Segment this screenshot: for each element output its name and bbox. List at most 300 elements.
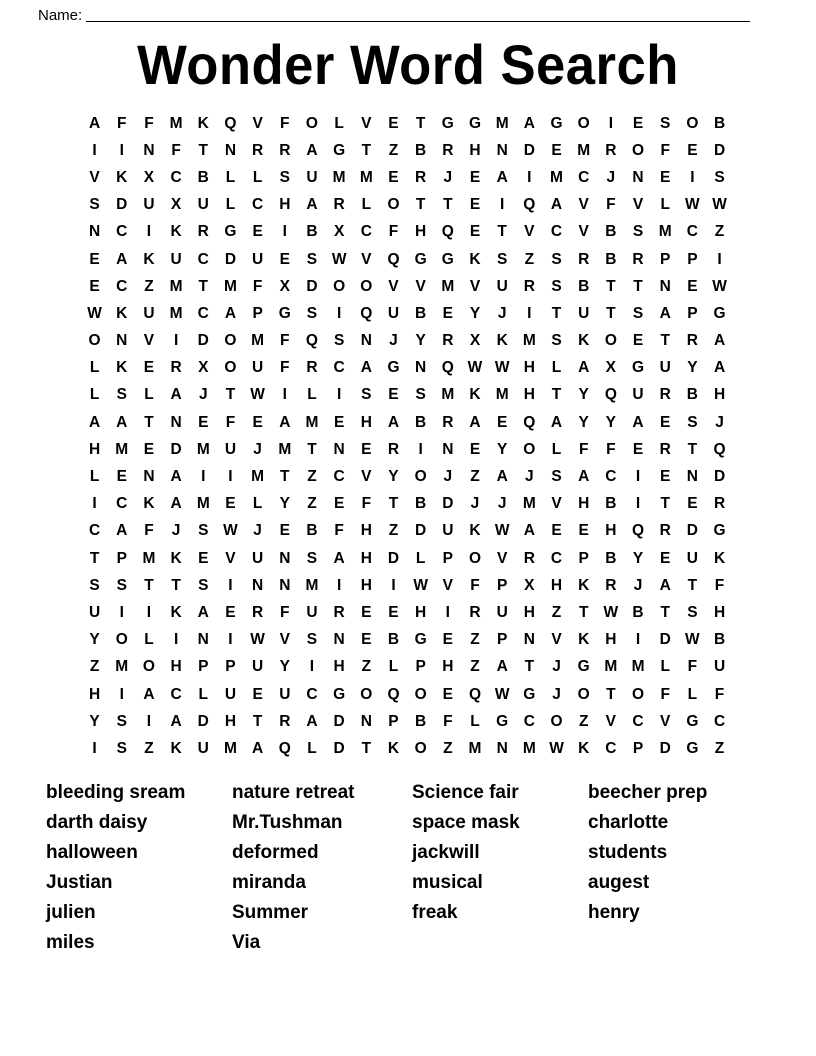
grid-cell[interactable]: K bbox=[578, 739, 590, 757]
grid-cell[interactable]: O bbox=[305, 114, 318, 132]
grid-cell[interactable]: F bbox=[388, 223, 399, 241]
grid-cell[interactable]: E bbox=[632, 332, 644, 350]
grid-cell[interactable]: V bbox=[442, 576, 453, 594]
word-list-item[interactable]: Summer bbox=[232, 902, 309, 923]
grid-cell[interactable]: R bbox=[442, 332, 454, 350]
grid-cell[interactable]: D bbox=[442, 495, 454, 513]
grid-cell[interactable]: A bbox=[523, 522, 535, 540]
word-list-item[interactable]: julien bbox=[46, 902, 96, 923]
grid-cell[interactable]: E bbox=[388, 168, 399, 186]
grid-cell[interactable]: S bbox=[660, 114, 671, 132]
name-input-blank[interactable] bbox=[86, 7, 750, 22]
grid-cell[interactable]: C bbox=[333, 359, 345, 377]
grid-cell[interactable]: C bbox=[197, 250, 209, 268]
grid-cell[interactable]: T bbox=[415, 114, 426, 132]
grid-cell[interactable]: X bbox=[198, 359, 209, 377]
grid-cell[interactable]: M bbox=[359, 168, 373, 186]
grid-cell[interactable]: A bbox=[360, 359, 372, 377]
grid-cell[interactable]: F bbox=[714, 685, 725, 703]
grid-cell[interactable]: I bbox=[119, 685, 124, 703]
grid-cell[interactable]: D bbox=[170, 440, 182, 458]
grid-cell[interactable]: F bbox=[470, 576, 480, 594]
grid-cell[interactable]: H bbox=[415, 223, 427, 241]
grid-cell[interactable]: I bbox=[282, 223, 287, 241]
grid-cell[interactable]: T bbox=[660, 495, 670, 513]
grid-cell[interactable]: U bbox=[224, 440, 237, 458]
grid-cell[interactable]: P bbox=[687, 250, 698, 268]
grid-cell[interactable]: G bbox=[577, 658, 590, 676]
grid-cell[interactable]: I bbox=[418, 440, 423, 458]
grid-cell[interactable]: O bbox=[631, 685, 645, 703]
grid-cell[interactable]: T bbox=[660, 603, 670, 621]
grid-cell[interactable]: M bbox=[278, 440, 292, 458]
grid-cell[interactable]: F bbox=[660, 141, 670, 159]
grid-cell[interactable]: M bbox=[495, 386, 509, 404]
grid-cell[interactable]: A bbox=[550, 196, 563, 214]
grid-cell[interactable]: R bbox=[252, 141, 264, 159]
grid-cell[interactable]: M bbox=[251, 468, 265, 486]
grid-cell[interactable]: H bbox=[713, 603, 726, 621]
grid-cell[interactable]: B bbox=[415, 712, 427, 730]
grid-cell[interactable]: R bbox=[523, 549, 535, 567]
grid-cell[interactable]: G bbox=[387, 359, 400, 377]
grid-cell[interactable]: G bbox=[414, 250, 427, 268]
grid-cell[interactable]: S bbox=[279, 168, 290, 186]
grid-cell[interactable]: Q bbox=[631, 522, 645, 540]
grid-cell[interactable]: N bbox=[279, 549, 291, 567]
grid-cell[interactable]: H bbox=[550, 576, 563, 594]
grid-cell[interactable]: A bbox=[659, 304, 671, 322]
grid-cell[interactable]: E bbox=[361, 631, 372, 649]
grid-cell[interactable]: E bbox=[551, 141, 562, 159]
grid-cell[interactable]: L bbox=[144, 386, 154, 404]
grid-cell[interactable]: E bbox=[361, 440, 372, 458]
grid-cell[interactable]: T bbox=[524, 658, 535, 676]
grid-cell[interactable]: R bbox=[279, 712, 291, 730]
word-list-item[interactable]: Science fair bbox=[412, 782, 519, 803]
grid-cell[interactable]: W bbox=[685, 631, 700, 649]
grid-cell[interactable]: R bbox=[523, 277, 535, 295]
grid-cell[interactable]: U bbox=[88, 603, 101, 621]
grid-cell[interactable]: J bbox=[497, 304, 507, 322]
grid-cell[interactable]: O bbox=[604, 332, 617, 350]
grid-cell[interactable]: A bbox=[713, 332, 726, 350]
grid-cell[interactable]: J bbox=[198, 386, 208, 404]
grid-cell[interactable]: Y bbox=[687, 359, 698, 377]
grid-cell[interactable]: A bbox=[496, 658, 508, 676]
grid-cell[interactable]: C bbox=[550, 549, 563, 567]
grid-cell[interactable]: D bbox=[197, 712, 209, 730]
grid-cell[interactable]: V bbox=[279, 631, 290, 649]
grid-cell[interactable]: U bbox=[224, 685, 237, 703]
grid-cell[interactable]: I bbox=[119, 603, 124, 621]
grid-cell[interactable]: V bbox=[551, 631, 562, 649]
grid-cell[interactable]: E bbox=[388, 386, 399, 404]
grid-cell[interactable]: S bbox=[551, 250, 562, 268]
grid-cell[interactable]: Q bbox=[224, 114, 237, 132]
grid-cell[interactable]: U bbox=[252, 549, 264, 567]
grid-cell[interactable]: T bbox=[198, 141, 208, 159]
grid-cell[interactable]: K bbox=[170, 549, 182, 567]
grid-cell[interactable]: U bbox=[496, 603, 508, 621]
word-list-item[interactable]: charlotte bbox=[588, 812, 669, 833]
grid-cell[interactable]: Q bbox=[305, 332, 318, 350]
grid-cell[interactable]: D bbox=[713, 141, 726, 159]
grid-cell[interactable]: F bbox=[361, 495, 372, 513]
word-list-item[interactable]: henry bbox=[588, 902, 640, 923]
grid-cell[interactable]: I bbox=[92, 141, 97, 159]
grid-cell[interactable]: N bbox=[143, 141, 155, 159]
grid-cell[interactable]: E bbox=[252, 685, 263, 703]
grid-cell[interactable]: Q bbox=[713, 440, 726, 458]
grid-cell[interactable]: V bbox=[469, 277, 481, 295]
word-list-item[interactable]: halloween bbox=[46, 842, 138, 863]
grid-cell[interactable]: L bbox=[89, 359, 100, 377]
grid-cell[interactable]: G bbox=[414, 631, 427, 649]
grid-cell[interactable]: H bbox=[578, 495, 590, 513]
grid-cell[interactable]: I bbox=[146, 223, 152, 241]
grid-cell[interactable]: K bbox=[387, 739, 400, 757]
grid-cell[interactable]: V bbox=[660, 712, 671, 730]
grid-cell[interactable]: W bbox=[223, 522, 238, 540]
grid-cell[interactable]: I bbox=[336, 576, 342, 594]
grid-cell[interactable]: G bbox=[713, 522, 726, 540]
grid-cell[interactable]: V bbox=[496, 549, 508, 567]
grid-cell[interactable]: D bbox=[387, 549, 400, 567]
grid-cell[interactable]: O bbox=[88, 332, 101, 350]
grid-cell[interactable]: O bbox=[333, 277, 346, 295]
grid-cell[interactable]: I bbox=[527, 304, 532, 322]
grid-cell[interactable]: S bbox=[551, 332, 562, 350]
grid-cell[interactable]: Y bbox=[388, 468, 399, 486]
grid-cell[interactable]: C bbox=[116, 223, 128, 241]
grid-cell[interactable]: K bbox=[578, 576, 590, 594]
word-list-item[interactable]: darth daisy bbox=[46, 812, 148, 833]
grid-cell[interactable]: E bbox=[687, 495, 698, 513]
grid-cell[interactable]: U bbox=[387, 304, 400, 322]
grid-cell[interactable]: Z bbox=[470, 468, 480, 486]
grid-cell[interactable]: T bbox=[144, 413, 154, 431]
grid-cell[interactable]: L bbox=[660, 196, 670, 214]
grid-cell[interactable]: A bbox=[333, 549, 345, 567]
grid-cell[interactable]: C bbox=[197, 304, 209, 322]
grid-cell[interactable]: E bbox=[279, 522, 290, 540]
grid-cell[interactable]: P bbox=[632, 739, 644, 757]
grid-cell[interactable]: T bbox=[687, 576, 698, 594]
grid-cell[interactable]: U bbox=[442, 522, 454, 540]
grid-cell[interactable]: X bbox=[469, 332, 481, 350]
grid-cell[interactable]: T bbox=[89, 549, 100, 567]
grid-cell[interactable]: A bbox=[224, 304, 237, 322]
grid-cell[interactable]: Q bbox=[523, 413, 536, 431]
grid-cell[interactable]: A bbox=[713, 359, 726, 377]
grid-cell[interactable]: S bbox=[306, 631, 318, 649]
grid-cell[interactable]: U bbox=[252, 658, 264, 676]
grid-cell[interactable]: C bbox=[632, 712, 644, 730]
grid-cell[interactable]: I bbox=[309, 658, 315, 676]
grid-cell[interactable]: X bbox=[170, 196, 182, 214]
grid-cell[interactable]: C bbox=[605, 468, 617, 486]
grid-cell[interactable]: A bbox=[632, 413, 644, 431]
grid-cell[interactable]: O bbox=[224, 332, 237, 350]
grid-cell[interactable]: O bbox=[577, 685, 590, 703]
grid-cell[interactable]: P bbox=[496, 576, 508, 594]
grid-cell[interactable]: Z bbox=[578, 712, 589, 730]
grid-cell[interactable]: D bbox=[116, 196, 128, 214]
grid-cell[interactable]: A bbox=[578, 468, 590, 486]
grid-cell[interactable]: R bbox=[605, 141, 617, 159]
grid-cell[interactable]: T bbox=[578, 603, 589, 621]
grid-cell[interactable]: U bbox=[143, 304, 155, 322]
grid-cell[interactable]: A bbox=[496, 168, 508, 186]
grid-cell[interactable]: G bbox=[686, 712, 699, 730]
grid-cell[interactable]: N bbox=[333, 631, 345, 649]
grid-cell[interactable]: D bbox=[333, 739, 345, 757]
grid-cell[interactable]: E bbox=[252, 413, 263, 431]
grid-cell[interactable]: D bbox=[333, 712, 345, 730]
grid-cell[interactable]: S bbox=[496, 250, 508, 268]
grid-cell[interactable]: E bbox=[660, 468, 671, 486]
grid-cell[interactable]: M bbox=[658, 223, 672, 241]
grid-cell[interactable]: W bbox=[549, 739, 564, 757]
grid-cell[interactable]: N bbox=[632, 168, 644, 186]
grid-cell[interactable]: B bbox=[415, 413, 427, 431]
grid-cell[interactable]: E bbox=[333, 413, 345, 431]
grid-cell[interactable]: T bbox=[606, 685, 616, 703]
grid-cell[interactable]: U bbox=[306, 603, 318, 621]
grid-cell[interactable]: I bbox=[146, 603, 152, 621]
grid-cell[interactable]: A bbox=[170, 468, 182, 486]
grid-cell[interactable]: H bbox=[224, 712, 237, 730]
grid-cell[interactable]: Z bbox=[524, 250, 535, 268]
grid-cell[interactable]: S bbox=[687, 413, 698, 431]
grid-cell[interactable]: P bbox=[252, 304, 263, 322]
grid-cell[interactable]: N bbox=[252, 576, 264, 594]
grid-cell[interactable]: L bbox=[198, 685, 208, 703]
grid-cell[interactable]: G bbox=[686, 739, 699, 757]
grid-cell[interactable]: I bbox=[228, 576, 233, 594]
grid-cell[interactable]: C bbox=[116, 277, 128, 295]
grid-cell[interactable]: G bbox=[468, 114, 482, 132]
grid-cell[interactable]: C bbox=[578, 168, 590, 186]
grid-cell[interactable]: N bbox=[143, 468, 155, 486]
grid-cell[interactable]: I bbox=[635, 495, 641, 513]
grid-cell[interactable]: R bbox=[659, 386, 671, 404]
grid-cell[interactable]: F bbox=[578, 440, 589, 458]
grid-cell[interactable]: L bbox=[388, 658, 399, 676]
grid-cell[interactable]: O bbox=[550, 712, 563, 730]
grid-cell[interactable]: B bbox=[632, 603, 644, 621]
word-list-item[interactable]: deformed bbox=[232, 842, 319, 863]
grid-cell[interactable]: O bbox=[387, 196, 400, 214]
grid-cell[interactable]: U bbox=[659, 359, 671, 377]
grid-cell[interactable]: T bbox=[388, 495, 399, 513]
grid-cell[interactable]: D bbox=[197, 332, 209, 350]
grid-cell[interactable]: Z bbox=[307, 495, 317, 513]
grid-cell[interactable]: T bbox=[171, 576, 181, 594]
grid-cell[interactable]: M bbox=[332, 168, 346, 186]
grid-cell[interactable]: A bbox=[496, 468, 508, 486]
grid-cell[interactable]: E bbox=[279, 250, 290, 268]
grid-cell[interactable]: U bbox=[197, 196, 209, 214]
grid-cell[interactable]: A bbox=[116, 522, 128, 540]
grid-cell[interactable]: M bbox=[305, 413, 319, 431]
grid-cell[interactable]: F bbox=[225, 413, 236, 431]
grid-cell[interactable]: I bbox=[173, 631, 179, 649]
grid-cell[interactable]: R bbox=[252, 603, 264, 621]
grid-cell[interactable]: R bbox=[686, 332, 698, 350]
grid-cell[interactable]: Z bbox=[714, 223, 725, 241]
grid-cell[interactable]: M bbox=[169, 114, 183, 132]
grid-cell[interactable]: W bbox=[494, 359, 510, 377]
grid-cell[interactable]: U bbox=[632, 386, 644, 404]
grid-cell[interactable]: G bbox=[278, 304, 291, 322]
grid-cell[interactable]: F bbox=[443, 712, 453, 730]
grid-cell[interactable]: U bbox=[170, 250, 182, 268]
grid-cell[interactable]: Q bbox=[278, 739, 291, 757]
grid-cell[interactable]: D bbox=[659, 739, 671, 757]
grid-cell[interactable]: S bbox=[333, 332, 345, 350]
grid-cell[interactable]: M bbox=[441, 277, 455, 295]
grid-cell[interactable]: Y bbox=[578, 413, 589, 431]
grid-cell[interactable]: I bbox=[635, 631, 641, 649]
grid-cell[interactable]: V bbox=[225, 549, 236, 567]
grid-cell[interactable]: G bbox=[224, 223, 237, 241]
grid-cell[interactable]: Z bbox=[144, 739, 154, 757]
grid-cell[interactable]: B bbox=[605, 223, 617, 241]
grid-cell[interactable]: T bbox=[551, 386, 562, 404]
grid-cell[interactable]: L bbox=[687, 685, 698, 703]
grid-cell[interactable]: E bbox=[632, 440, 644, 458]
grid-cell[interactable]: C bbox=[605, 739, 617, 757]
grid-cell[interactable]: R bbox=[442, 141, 454, 159]
grid-cell[interactable]: H bbox=[88, 440, 101, 458]
grid-cell[interactable]: N bbox=[442, 440, 454, 458]
grid-cell[interactable]: Y bbox=[578, 386, 589, 404]
grid-cell[interactable]: B bbox=[713, 631, 726, 649]
grid-cell[interactable]: U bbox=[279, 685, 291, 703]
grid-cell[interactable]: M bbox=[468, 739, 482, 757]
grid-cell[interactable]: K bbox=[143, 495, 155, 513]
grid-cell[interactable]: C bbox=[116, 495, 128, 513]
grid-cell[interactable]: I bbox=[336, 386, 342, 404]
grid-cell[interactable]: R bbox=[659, 440, 671, 458]
grid-cell[interactable]: Q bbox=[604, 386, 617, 404]
grid-cell[interactable]: M bbox=[522, 332, 536, 350]
grid-cell[interactable]: A bbox=[279, 413, 291, 431]
grid-cell[interactable]: E bbox=[632, 114, 644, 132]
grid-cell[interactable]: Q bbox=[441, 359, 454, 377]
grid-cell[interactable]: B bbox=[686, 386, 698, 404]
grid-cell[interactable]: I bbox=[146, 712, 152, 730]
grid-cell[interactable]: L bbox=[470, 712, 480, 730]
grid-cell[interactable]: O bbox=[631, 141, 645, 159]
grid-cell[interactable]: Y bbox=[605, 413, 617, 431]
grid-cell[interactable]: V bbox=[578, 223, 589, 241]
word-list-item[interactable]: Mr.Tushman bbox=[232, 812, 343, 833]
grid-cell[interactable]: L bbox=[415, 549, 426, 567]
grid-cell[interactable]: M bbox=[196, 495, 210, 513]
grid-cell[interactable]: T bbox=[198, 277, 208, 295]
grid-cell[interactable]: K bbox=[469, 522, 481, 540]
grid-cell[interactable]: F bbox=[606, 196, 616, 214]
grid-cell[interactable]: W bbox=[712, 196, 727, 214]
grid-cell[interactable]: E bbox=[660, 549, 671, 567]
grid-cell[interactable]: L bbox=[225, 196, 236, 214]
grid-cell[interactable]: J bbox=[443, 168, 453, 186]
grid-cell[interactable]: D bbox=[415, 522, 427, 540]
grid-cell[interactable]: G bbox=[441, 114, 454, 132]
grid-cell[interactable]: F bbox=[280, 114, 290, 132]
grid-cell[interactable]: S bbox=[116, 739, 127, 757]
grid-cell[interactable]: T bbox=[415, 196, 426, 214]
grid-cell[interactable]: K bbox=[116, 304, 128, 322]
grid-cell[interactable]: R bbox=[279, 141, 291, 159]
grid-cell[interactable]: R bbox=[197, 223, 209, 241]
grid-cell[interactable]: E bbox=[660, 413, 671, 431]
grid-cell[interactable]: Q bbox=[387, 685, 400, 703]
grid-cell[interactable]: W bbox=[494, 522, 510, 540]
grid-cell[interactable]: Z bbox=[443, 739, 453, 757]
grid-cell[interactable]: M bbox=[631, 658, 645, 676]
grid-cell[interactable]: T bbox=[361, 141, 372, 159]
grid-cell[interactable]: L bbox=[551, 359, 562, 377]
grid-cell[interactable]: F bbox=[660, 685, 670, 703]
grid-cell[interactable]: O bbox=[414, 468, 427, 486]
grid-cell[interactable]: S bbox=[198, 576, 209, 594]
grid-cell[interactable]: E bbox=[442, 304, 453, 322]
grid-cell[interactable]: T bbox=[687, 440, 698, 458]
grid-cell[interactable]: L bbox=[660, 658, 670, 676]
grid-cell[interactable]: M bbox=[522, 739, 536, 757]
grid-cell[interactable]: J bbox=[171, 522, 181, 540]
grid-cell[interactable]: M bbox=[550, 168, 563, 186]
grid-cell[interactable]: E bbox=[143, 440, 155, 458]
grid-cell[interactable]: O bbox=[224, 359, 237, 377]
grid-cell[interactable]: M bbox=[495, 114, 509, 132]
grid-cell[interactable]: I bbox=[391, 576, 396, 594]
grid-cell[interactable]: V bbox=[632, 196, 644, 214]
grid-cell[interactable]: H bbox=[713, 386, 726, 404]
grid-cell[interactable]: E bbox=[660, 168, 671, 186]
grid-cell[interactable]: H bbox=[279, 196, 291, 214]
word-list-item[interactable]: students bbox=[588, 842, 668, 863]
grid-cell[interactable]: M bbox=[522, 495, 536, 513]
grid-cell[interactable]: H bbox=[605, 631, 617, 649]
grid-cell[interactable]: G bbox=[523, 685, 536, 703]
grid-cell[interactable]: A bbox=[469, 413, 481, 431]
word-list-item[interactable]: bleeding sream bbox=[46, 782, 186, 803]
grid-cell[interactable]: I bbox=[690, 168, 695, 186]
grid-cell[interactable]: A bbox=[88, 114, 101, 132]
grid-cell[interactable]: R bbox=[333, 196, 345, 214]
grid-cell[interactable]: L bbox=[89, 468, 100, 486]
grid-cell[interactable]: E bbox=[442, 631, 453, 649]
grid-cell[interactable]: N bbox=[496, 141, 508, 159]
grid-cell[interactable]: U bbox=[686, 549, 698, 567]
grid-cell[interactable]: U bbox=[496, 277, 508, 295]
grid-cell[interactable]: J bbox=[443, 468, 453, 486]
word-list-item[interactable]: freak bbox=[412, 902, 458, 923]
grid-cell[interactable]: J bbox=[497, 495, 507, 513]
grid-cell[interactable]: V bbox=[551, 495, 562, 513]
grid-cell[interactable]: P bbox=[116, 549, 127, 567]
word-list-item[interactable]: Via bbox=[232, 932, 261, 953]
grid-cell[interactable]: O bbox=[523, 440, 536, 458]
grid-cell[interactable]: J bbox=[389, 332, 398, 350]
word-list-item[interactable]: space mask bbox=[412, 812, 520, 833]
grid-cell[interactable]: Z bbox=[551, 603, 562, 621]
